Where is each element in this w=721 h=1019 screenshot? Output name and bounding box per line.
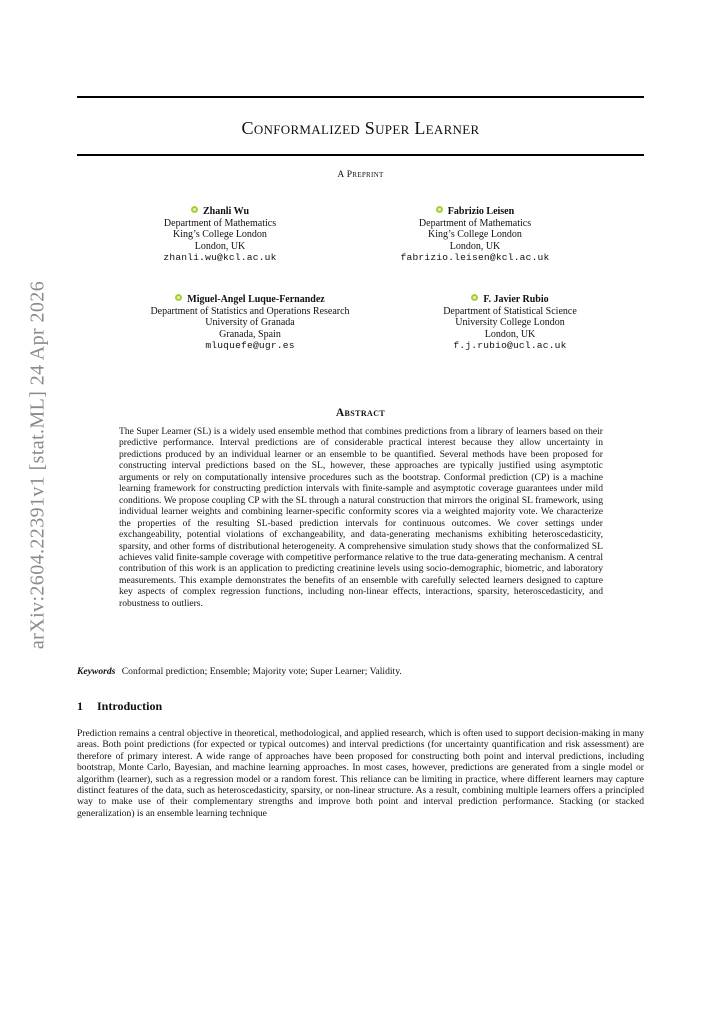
author-location: London, UK [449, 240, 501, 252]
orcid-icon[interactable] [175, 294, 182, 301]
author-department: Department of Mathematics [163, 217, 277, 229]
author-department: Department of Statistical Science [443, 305, 577, 317]
author-block [380, 294, 640, 352]
abstract-text: The Super Learner (SL) is a widely used ensemble method that combines predictions from a library of learners based on their predictive performance. Interval predictions are of considerable practical interest because they allow uncertainty in predictions produced by an individual learner or an ensemble to be quantified. Several methods have been proposed for constructing interval predictions based on the SL, however, these approaches are typically justified using asymptotic arguments or rely on computationally intensive procedures such as the bootstrap. Conformal prediction (CP) is a machine learning framework for constructing prediction intervals with finite-sample and asymptotic coverage guarantees under mild conditions. We propose coupling CP with the SL through a natural construction that mirrors the original SL framework, using individual learner weights and combining learner-specific conformity scores via a weighted majority vote. We characterize the properties of the resulting SL-based prediction intervals for continuous outcomes. We cover settings under exchangeability, potential violations of exchangeability, and data-generating mechanisms exhibiting heteroscedasticity, sparsity, and other forms of distributional heterogeneity. A comprehensive simulation study shows that the conformalized SL achieves valid finite-sample coverage with competitive performance relative to the true data-generating mechanism. A central contribution of this work is an application to predicting creatinine levels using socio-demographic, biometric, and laboratory measurements. This example demonstrates the benefits of an ensemble with carefully selected learners designed to capture key aspects of complex regression functions, including non-linear effects, interactions, sparsity, heteroscedasticity, and robustness to outliers. [119, 426, 603, 609]
author-email[interactable]: zhanli.wu@kcl.ac.uk [163, 252, 277, 264]
author-name: Fabrizio Leisen [447, 206, 515, 217]
author-location: Granada, Spain [219, 328, 281, 340]
section-number: 1 [77, 699, 83, 713]
keywords-line [77, 666, 644, 677]
author-institution: King’s College London [173, 229, 267, 241]
author-department: Department of Mathematics [418, 217, 532, 229]
author-institution: University of Granada [205, 317, 295, 329]
author-institution: King’s College London [428, 229, 522, 241]
author-name: Miguel-Angel Luque-Fernandez [187, 294, 325, 305]
author-department: Department of Statistics and Operations Research [150, 305, 350, 317]
author-location: London, UK [484, 328, 536, 340]
keywords-label: Keywords [77, 666, 116, 677]
author-email[interactable]: mluquefe@ugr.es [205, 340, 295, 352]
author-block [345, 206, 605, 264]
author-block [120, 294, 380, 352]
title-rule-top [77, 96, 644, 98]
abstract-heading: Abstract [335, 407, 386, 419]
author-block [90, 206, 350, 264]
author-location: London, UK [194, 240, 246, 252]
arxiv-stamp: arXiv:2604.22391v1 [stat.ML] 24 Apr 2026 [26, 280, 49, 650]
preprint-label: A Preprint [337, 170, 384, 180]
author-email[interactable]: f.j.rubio@ucl.ac.uk [453, 340, 567, 352]
author-email[interactable]: fabrizio.leisen@kcl.ac.uk [400, 252, 550, 264]
section-title: Introduction [97, 699, 163, 713]
keywords-text: Conformal prediction; Ensemble; Majority vote; Super Learner; Validity. [121, 666, 402, 677]
paper-title: Conformalized Super Learner [241, 118, 480, 138]
section-heading [77, 699, 162, 714]
author-institution: University College London [455, 317, 565, 329]
orcid-icon[interactable] [436, 206, 443, 213]
title-rule-bottom [77, 154, 644, 156]
intro-paragraph: Prediction remains a central objective in theoretical, methodological, and applied research, which is often used to support decision-making in many areas. Both point predictions (for expected or typical outcomes) and interval predictions (for uncertainty quantification and risk assessment) are therefore of primary interest. A wide range of approaches have been proposed for constructing both point and interval predictions, including bootstrap, Monte Carlo, Bayesian, and machine learning approaches. In most cases, however, predictions are generated from a single model or algorithm (learner), such as a regression model or a random forest. This reliance can be limiting in practice, where different learners may capture distinct features of the data, such as heteroscedasticity, sparsity, or non-linear structure. As a result, combining multiple learners offers a principled way to make use of their complementary strengths and improve both point and interval prediction performance. Stacking (or stacked generalization) is an ensemble learning technique [77, 728, 644, 819]
author-name: F. Javier Rubio [483, 294, 549, 305]
orcid-icon[interactable] [471, 294, 478, 301]
author-name: Zhanli Wu [202, 206, 250, 217]
orcid-icon[interactable] [191, 206, 198, 213]
